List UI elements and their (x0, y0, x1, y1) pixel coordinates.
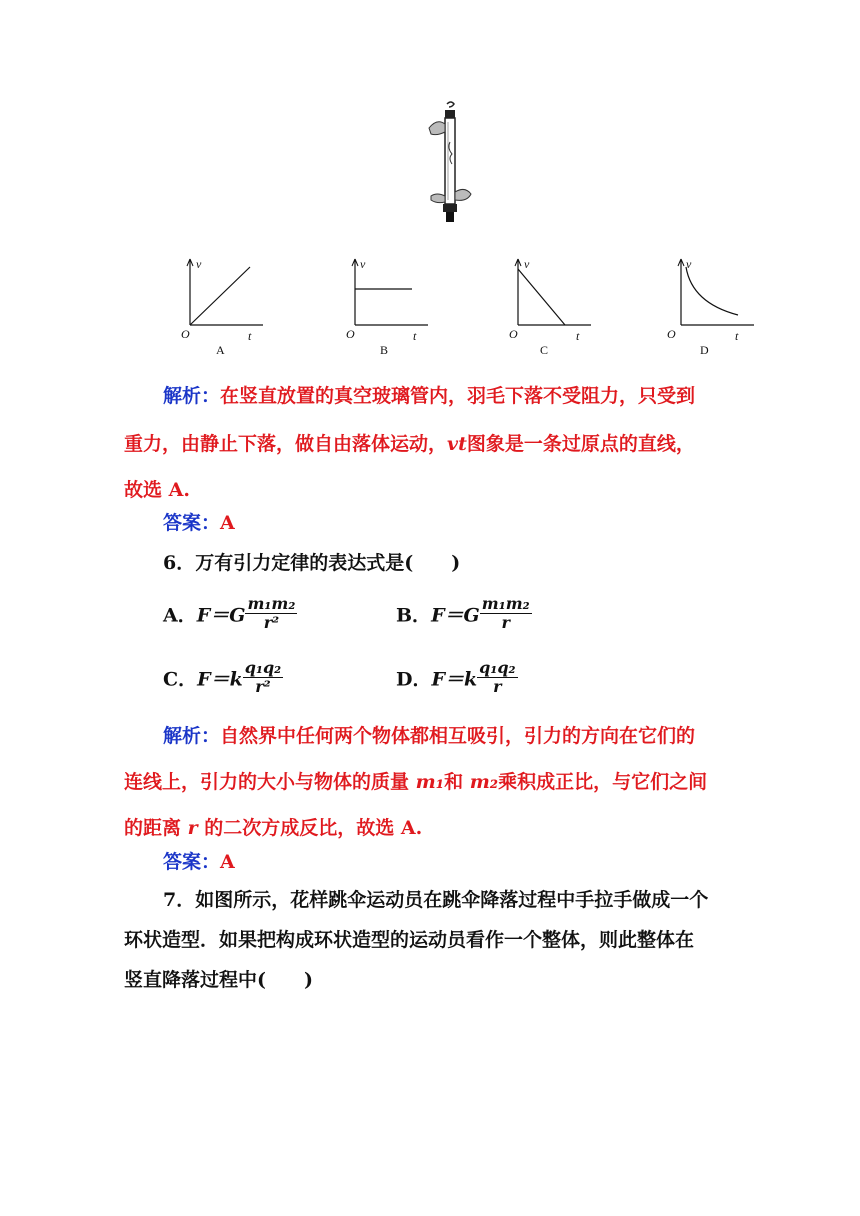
graph-d-origin: O (667, 327, 676, 341)
q6-analysis-line-1: 解析：自然界中任何两个物体都相互吸引，引力的方向在它们的 (163, 725, 696, 747)
q5-analysis-line-1: 解析：在竖直放置的真空玻璃管内，羽毛下落不受阻力，只受到 (163, 385, 696, 407)
q6-analysis-line-3: 的距离 r 的二次方成反比，故选 A. (124, 817, 423, 839)
graph-b-v-label: v (360, 257, 366, 271)
q5-analysis-line-3: 故选 A. (124, 479, 190, 501)
q6-option-d: D．F＝k $\frac{\text{q₁q₂}}{r}$ (396, 658, 516, 696)
q5-answer: 答案：A (163, 512, 235, 534)
graph-c-v-label: v (524, 257, 530, 271)
graph-d-label: D (700, 343, 709, 357)
graph-d-t-label: t (735, 329, 739, 343)
graph-b-t-label: t (413, 329, 417, 343)
q7-line-2: 环状造型．如果把构成环状造型的运动员看作一个整体，则此整体在 (124, 929, 695, 951)
graph-b-label: B (380, 343, 389, 357)
q6-option-b: B．F＝G $\frac{\text{m₁m₂}}{r}$ (396, 594, 530, 632)
q6-option-c: C．F＝k $\frac{\text{q₁q₂}}{\text{r²}}$ (163, 658, 282, 696)
graph-c-t-label: t (576, 329, 580, 343)
graph-b-origin: O (346, 327, 355, 341)
graph-c-label: C (540, 343, 549, 357)
q6-analysis-line-2: 连线上，引力的大小与物体的质量 m₁和 m₂乘积成正比，与它们之间 (124, 771, 708, 793)
q6-stem: 6．万有引力定律的表达式是( ) (163, 552, 461, 574)
vacuum-tube-figure (425, 100, 475, 228)
q6-option-a: A．F＝G $\frac{\text{m₁m₂}}{\text{r²}}$ (163, 594, 296, 632)
graph-c-origin: O (509, 327, 518, 341)
q5-analysis-line-2: 重力，由静止下落，做自由落体运动，vt图象是一条过原点的直线， (124, 433, 695, 455)
graph-a-label: A (216, 343, 225, 357)
q7-line-1: 7．如图所示，花样跳伞运动员在跳伞降落过程中手拉手做成一个 (163, 889, 709, 911)
q7-line-3: 竖直降落过程中( ) (124, 969, 313, 991)
graph-a-t-label: t (248, 329, 252, 343)
q5-analysis-label: 解析： (163, 385, 221, 407)
graph-d (666, 255, 756, 360)
graph-d-v-label: v (686, 257, 692, 271)
graph-a-origin: O (181, 327, 190, 341)
graph-a-v-label: v (196, 257, 202, 271)
q6-answer: 答案：A (163, 851, 235, 873)
